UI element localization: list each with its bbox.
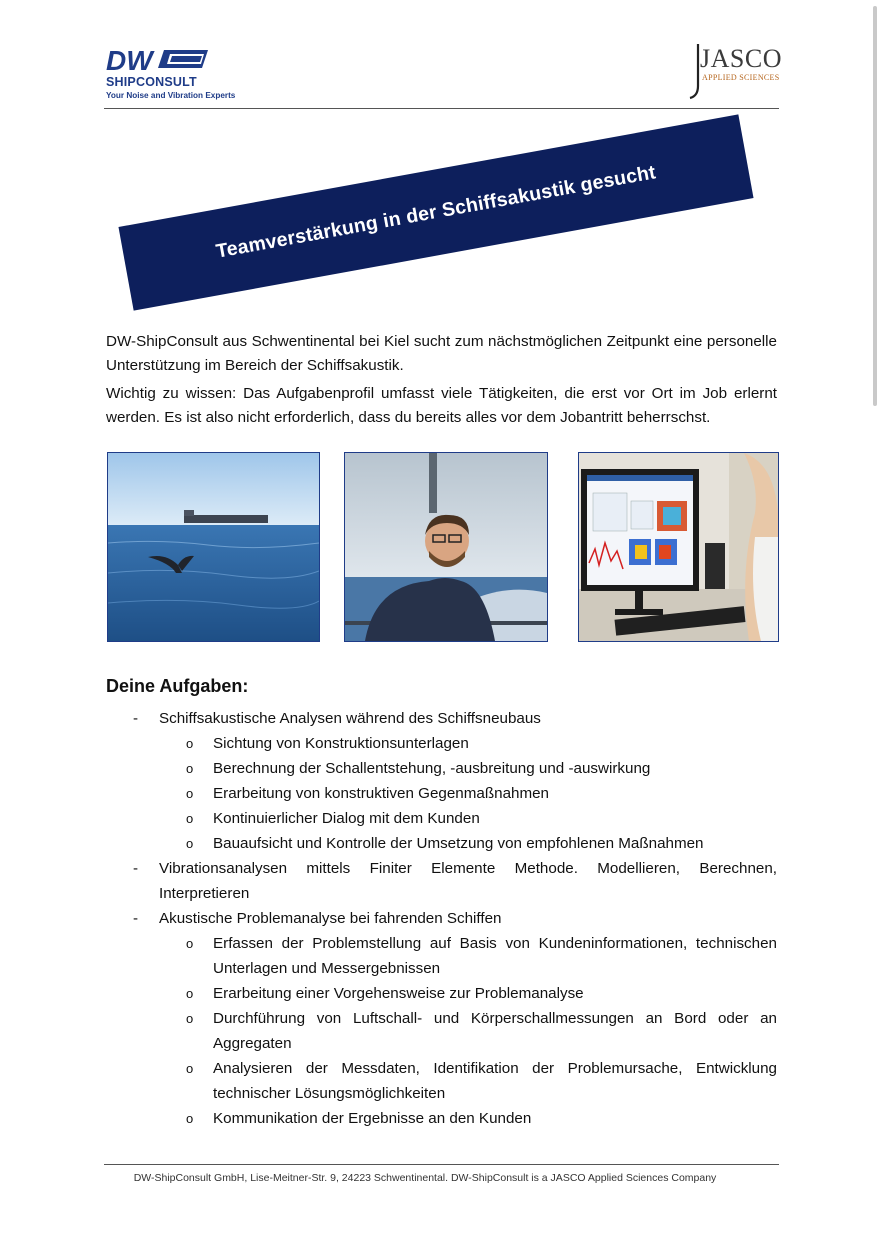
- circle-bullet-marker: o: [186, 811, 194, 826]
- intro-paragraph-1: DW-ShipConsult aus Schwentinental bei Kiel sucht zum nächstmöglichen Zeitpunkt eine personelle Unterstützung im Bereich der Schiffsakustik.: [106, 333, 777, 374]
- jasco-logo-sub: APPLIED SCIENCES: [702, 73, 780, 82]
- task-text: Vibrationsanalysen mittels Finiter Elemente Methode. Modellieren, Berechnen, Interpretieren: [159, 860, 777, 902]
- circle-bullet-marker: o: [186, 1111, 194, 1126]
- circle-bullet-marker: o: [186, 986, 194, 1001]
- photo-computer-analysis: [578, 452, 779, 642]
- task-subitem: [106, 1006, 777, 1056]
- dash-marker: -: [133, 860, 139, 877]
- task-text: Erarbeitung einer Vorgehensweise zur Problemanalyse: [213, 985, 584, 1002]
- task-text: Erfassen der Problemstellung auf Basis von Kundeninformationen, technischen Unterlagen und Messergebnissen: [213, 935, 777, 977]
- dw-logo-name: SHIPCONSULT: [106, 75, 197, 89]
- task-subitem: [106, 981, 777, 1006]
- circle-bullet-marker: o: [186, 1011, 194, 1026]
- task-subitem: [106, 756, 777, 781]
- dash-marker: -: [133, 710, 139, 727]
- task-text: Bauaufsicht und Kontrolle der Umsetzung von empfohlenen Maßnahmen: [213, 835, 704, 852]
- jasco-logo-name: JASCO: [700, 44, 782, 73]
- task-subitem: [106, 1056, 777, 1106]
- svg-text:DW: DW: [106, 46, 153, 76]
- banner-title: Teamverstärkung in der Schiffsakustik gesucht: [214, 161, 658, 263]
- circle-bullet-marker: o: [186, 761, 194, 776]
- tasks-heading: Deine Aufgaben:: [106, 676, 249, 696]
- intro-section: [106, 330, 777, 434]
- circle-bullet-marker: o: [186, 936, 194, 951]
- scrollbar[interactable]: [872, 0, 878, 420]
- task-subitem: [106, 1106, 777, 1131]
- scrollbar-thumb[interactable]: [873, 6, 877, 406]
- task-subitem: [106, 781, 777, 806]
- header-divider: [104, 108, 779, 109]
- circle-bullet-marker: o: [186, 1061, 194, 1076]
- footer-divider: [104, 1164, 779, 1165]
- photo-whale-tail: [107, 452, 320, 642]
- title-banner: [118, 114, 753, 310]
- task-text: Kommunikation der Ergebnisse an den Kunden: [213, 1110, 532, 1127]
- footer-address: DW-ShipConsult GmbH, Lise-Meitner-Str. 9, 24223 Schwentinental. DW-ShipConsult is a JASCO Applied Sciences Company: [133, 1172, 717, 1184]
- task-text: Analysieren der Messdaten, Identifikation der Problemursache, Entwicklung technischer Lösungsmöglichkeiten: [213, 1060, 777, 1102]
- dw-shipconsult-logo: [104, 44, 244, 104]
- circle-bullet-marker: o: [186, 786, 194, 801]
- task-text: Durchführung von Luftschall- und Körperschallmessungen an Bord oder an Aggregaten: [213, 1010, 777, 1052]
- task-subitem: [106, 931, 777, 981]
- dash-marker: -: [133, 910, 139, 927]
- task-text: Sichtung von Konstruktionsunterlagen: [213, 735, 469, 752]
- task-text: Erarbeitung von konstruktiven Gegenmaßnahmen: [213, 785, 550, 802]
- task-item: [106, 856, 777, 906]
- circle-bullet-marker: o: [186, 736, 194, 751]
- task-text: Berechnung der Schallentstehung, -ausbreitung und -auswirkung: [213, 760, 651, 777]
- task-text: Akustische Problemanalyse bei fahrenden Schiffen: [159, 910, 502, 927]
- jasco-logo: [684, 42, 780, 102]
- task-item: [106, 706, 777, 731]
- task-text: Schiffsakustische Analysen während des Schiffsneubaus: [159, 710, 541, 727]
- task-subitem: [106, 731, 777, 756]
- task-item: [106, 906, 777, 931]
- dw-logo-tagline: Your Noise and Vibration Experts: [106, 91, 236, 100]
- dw-logo-mark-icon: [104, 46, 214, 76]
- task-subitem: [106, 806, 777, 831]
- photo-person-on-ship: [344, 452, 548, 642]
- tasks-list: [106, 706, 777, 1131]
- circle-bullet-marker: o: [186, 836, 194, 851]
- task-subitem: [106, 831, 777, 856]
- intro-paragraph-2: Wichtig zu wissen: Das Aufgabenprofil umfasst viele Tätigkeiten, die erst vor Ort im Job erlernt werden. Es ist also nicht erforderlich, dass du bereits alles vor dem Jobantritt beherrschst.: [106, 385, 777, 426]
- task-text: Kontinuierlicher Dialog mit dem Kunden: [213, 810, 480, 827]
